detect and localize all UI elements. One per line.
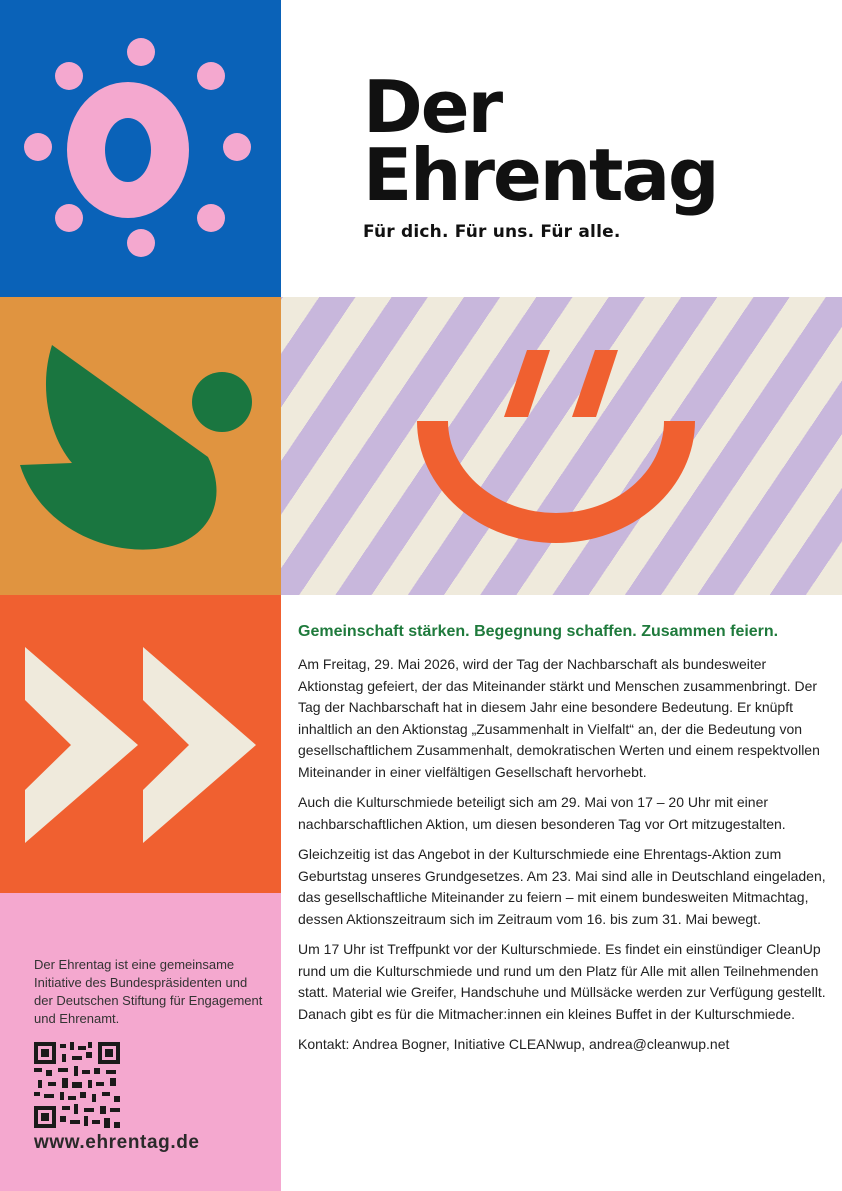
chevrons-tile — [0, 595, 281, 893]
website-link[interactable]: www.ehrentag.de — [34, 1132, 200, 1153]
sun-tile — [0, 0, 281, 297]
article — [298, 620, 828, 1065]
fast-forward-chevrons-icon — [0, 595, 281, 893]
page-title: Der — [363, 65, 502, 149]
sun-ring-icon — [0, 0, 281, 297]
qr-code-icon[interactable] — [34, 1042, 120, 1128]
bird-tile — [0, 297, 281, 595]
title-block — [363, 65, 823, 242]
paragraph-2: Auch die Kulturschmiede beteiligt sich am 29. Mai von 17 – 20 Uhr mit einer nachbarschaftlichen Aktion, um diesen besonderen Tag vor Ort mitzugestalten. — [298, 794, 786, 832]
bird-shape-icon — [0, 297, 281, 595]
contact-line: Kontakt: Andrea Bogner, Initiative CLEANwup, andrea@cleanwup.net — [298, 1036, 730, 1052]
paragraph-3: Gleichzeitig ist das Angebot in der Kulturschmiede eine Ehrentags-Aktion zum Geburtstag unseres Grundgesetzes. Am 23. Mai sind alle in Deutschland eingeladen, das gesellschaftliche Miteinander zu feiern – mit einem bundesweiten Mitmachtag, dessen Aktionszeitraum sich im Zeitraum vom 16. bis zum 31. Mai bewegt. — [298, 846, 826, 927]
tagline: Für dich. Für uns. Für alle. — [363, 222, 621, 242]
paragraph-4-line-2: Danach gibt es für die Mitmacher:innen ein kleines Buffet in der Kulturschmiede. — [298, 1005, 796, 1022]
initiative-info: Der Ehrentag ist eine gemeinsame Initiative des Bundespräsidenten und der Deutschen Stiftung für Engagement und Ehrenamt. — [34, 957, 263, 1026]
smiley-tile — [281, 297, 842, 595]
smiley-icon — [281, 297, 842, 595]
paragraph-4-line-1: Um 17 Uhr ist Treffpunkt vor der Kulturschmiede. Es findet ein einstündiger CleanUp rund um die Kulturschmiede und rund um den Platz für Alle mit allen Teilnehmenden statt. Material wie Greifer, Handschuhe und Müllsäcke werden zur Verfügung gestellt. — [298, 941, 826, 1000]
paragraph-1: Am Freitag, 29. Mai 2026, wird der Tag der Nachbarschaft als bundesweiter Aktionstag gefeiert, der das Miteinander stärkt und Menschen zusammenbringt. Der Tag der Nachbarschaft hat in diesem Jahr eine besondere Bedeutung. Er knüpft inhaltlich an den Aktionstag „Zusammenhalt in Vielfalt“ an, der die Bedeutung von gesellschaftlichem Zusammenhalt, demokratischen Werten und einem respektvollen Miteinander in einer vielfältigen Gesellschaft hervorhebt. — [298, 656, 820, 780]
page-title-line-2: Ehrentag — [363, 133, 718, 217]
paragraph-4 — [298, 939, 828, 1025]
article-headline: Gemeinschaft stärken. Begegnung schaffen. Zusammen feiern. — [298, 623, 779, 640]
